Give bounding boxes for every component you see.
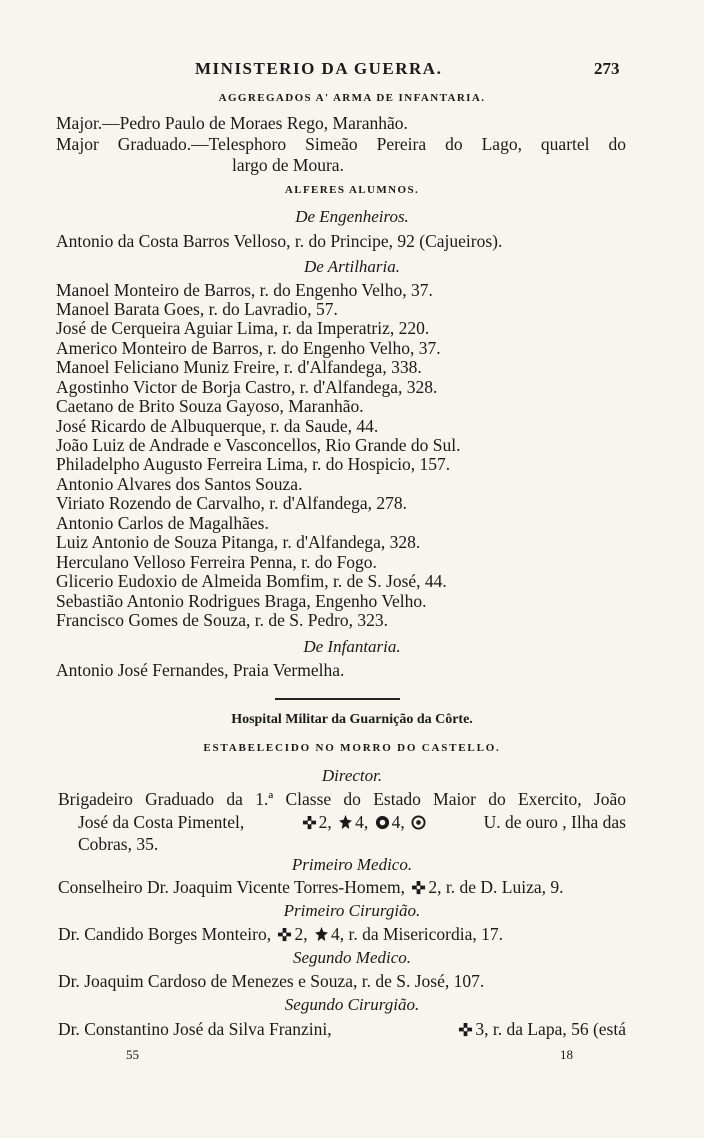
section-heading-alferes: ALFERES ALUMNOS. (284, 184, 420, 196)
order-rose-icon (375, 815, 390, 830)
primeiro-cirurgiao-address: 4, r. da Misericordia, 17. (330, 924, 503, 944)
order-cross-icon (302, 815, 317, 830)
primeiro-cirurgiao-label: Primeiro Cirurgião. (283, 901, 421, 920)
running-title: MINISTERIO DA GUERRA. (195, 59, 443, 78)
order-star-icon (314, 927, 329, 942)
segundo-medico-label: Segundo Medico. (292, 948, 412, 967)
page-number: 273 (594, 59, 620, 78)
subheading-engenheiros: De Engenheiros. (295, 207, 409, 226)
director-line: Cobras, 35. (78, 834, 159, 854)
subheading-artilharia: De Artilharia. (303, 257, 401, 276)
primeiro-cirurgiao-name: Dr. Candido Borges Monteiro, (58, 924, 272, 944)
entry-line: Manoel Monteiro de Barros, r. do Engenho Velho, 37. (56, 280, 433, 300)
entry-line: Caetano de Brito Souza Gayoso, Maranhão. (56, 396, 364, 416)
primeiro-medico-address: 2, r. de D. Luiza, 9. (428, 877, 564, 897)
entry-line: largo de Moura. (232, 155, 344, 175)
entry-line: Herculano Velloso Ferreira Penna, r. do Fogo. (56, 552, 377, 572)
director-name: José da Costa Pimentel, (78, 812, 245, 832)
primeiro-medico-line (58, 879, 564, 897)
honour-medal-text: U. de ouro , Ilha das (483, 812, 626, 832)
order-cross-icon (458, 1022, 473, 1037)
entry-line: Manoel Barata Goes, r. do Lavradio, 57. (56, 299, 338, 319)
entry-line: Major Graduado.—Telesphoro Simeão Pereira do Lago, quartel do (56, 134, 626, 154)
honour-value: 4, (391, 812, 405, 832)
primeiro-medico-name: Conselheiro Dr. Joaquim Vicente Torres-Homem, (58, 877, 406, 897)
honour-value: 2, (318, 812, 332, 832)
order-cross-icon (277, 927, 292, 942)
entry-line: Antonio da Costa Barros Velloso, r. do Principe, 92 (Cajueiros). (56, 231, 503, 251)
director-label: Director. (321, 766, 383, 785)
entry-line: João Luiz de Andrade e Vasconcellos, Rio Grande do Sul. (56, 435, 461, 455)
entry-line: Antonio Carlos de Magalhães. (56, 513, 269, 533)
primeiro-cirurgiao-line (58, 926, 503, 944)
entry-line: Major.—Pedro Paulo de Moraes Rego, Maranhão. (56, 113, 408, 133)
entry-line: José de Cerqueira Aguiar Lima, r. da Imperatriz, 220. (56, 318, 430, 338)
section-divider (275, 698, 400, 700)
entry-line: Agostinho Victor de Borja Castro, r. d'Alfandega, 328. (56, 377, 438, 397)
entry-line: Antonio José Fernandes, Praia Vermelha. (56, 660, 345, 680)
hospital-subtitle: ESTABELECIDO NO MORRO DO CASTELLO. (203, 742, 501, 754)
director-line: Brigadeiro Graduado da 1.ª Classe do Estado Maior do Exercito, João (58, 789, 626, 809)
medal-icon (411, 815, 426, 830)
order-cross-icon (411, 880, 426, 895)
segundo-cirurgiao-line (58, 1021, 626, 1039)
entry-line: Americo Monteiro de Barros, r. do Engenho Velho, 37. (56, 338, 441, 358)
segundo-cirurgiao-name: Dr. Constantino José da Silva Franzini, (58, 1019, 332, 1039)
entry-line: Sebastião Antonio Rodrigues Braga, Engenho Velho. (56, 591, 427, 611)
order-star-icon (338, 815, 353, 830)
entry-line: Manoel Feliciano Muniz Freire, r. d'Alfandega, 338. (56, 357, 422, 377)
entry-line: Philadelpho Augusto Ferreira Lima, r. do Hospicio, 157. (56, 454, 451, 474)
entry-line: Luiz Antonio de Souza Pitanga, r. d'Alfandega, 328. (56, 532, 421, 552)
entry-line: Viriato Rozendo de Carvalho, r. d'Alfandega, 278. (56, 493, 408, 513)
entry-line: Antonio Alvares dos Santos Souza. (56, 474, 303, 494)
hospital-title: Hospital Militar da Guarnição da Côrte. (231, 712, 473, 727)
section-heading-aggregados: AGGREGADOS A' ARMA DE INFANTARIA. (218, 92, 486, 104)
segundo-cirurgiao-label: Segundo Cirurgião. (284, 995, 420, 1014)
primeiro-medico-label: Primeiro Medico. (291, 855, 413, 874)
segundo-cirurgiao-address: 3, r. da Lapa, 56 (está (475, 1019, 626, 1039)
signature-mark-right: 18 (560, 1047, 573, 1062)
honour-value: 2, (294, 924, 308, 944)
signature-mark-left: 55 (126, 1047, 139, 1062)
subheading-infantaria: De Infantaria. (303, 637, 401, 656)
entry-line: José Ricardo de Albuquerque, r. da Saude, 44. (56, 416, 379, 436)
segundo-medico-line: Dr. Joaquim Cardoso de Menezes e Souza, r. de S. José, 107. (58, 971, 485, 991)
director-line (78, 814, 626, 832)
segundo-cirurgiao-tail (456, 1021, 626, 1039)
entry-line: Glicerio Eudoxio de Almeida Bomfim, r. de S. José, 44. (56, 571, 447, 591)
entry-line: Francisco Gomes de Souza, r. de S. Pedro, 323. (56, 610, 388, 630)
honour-value: 4, (355, 812, 369, 832)
honours-group (300, 814, 429, 832)
